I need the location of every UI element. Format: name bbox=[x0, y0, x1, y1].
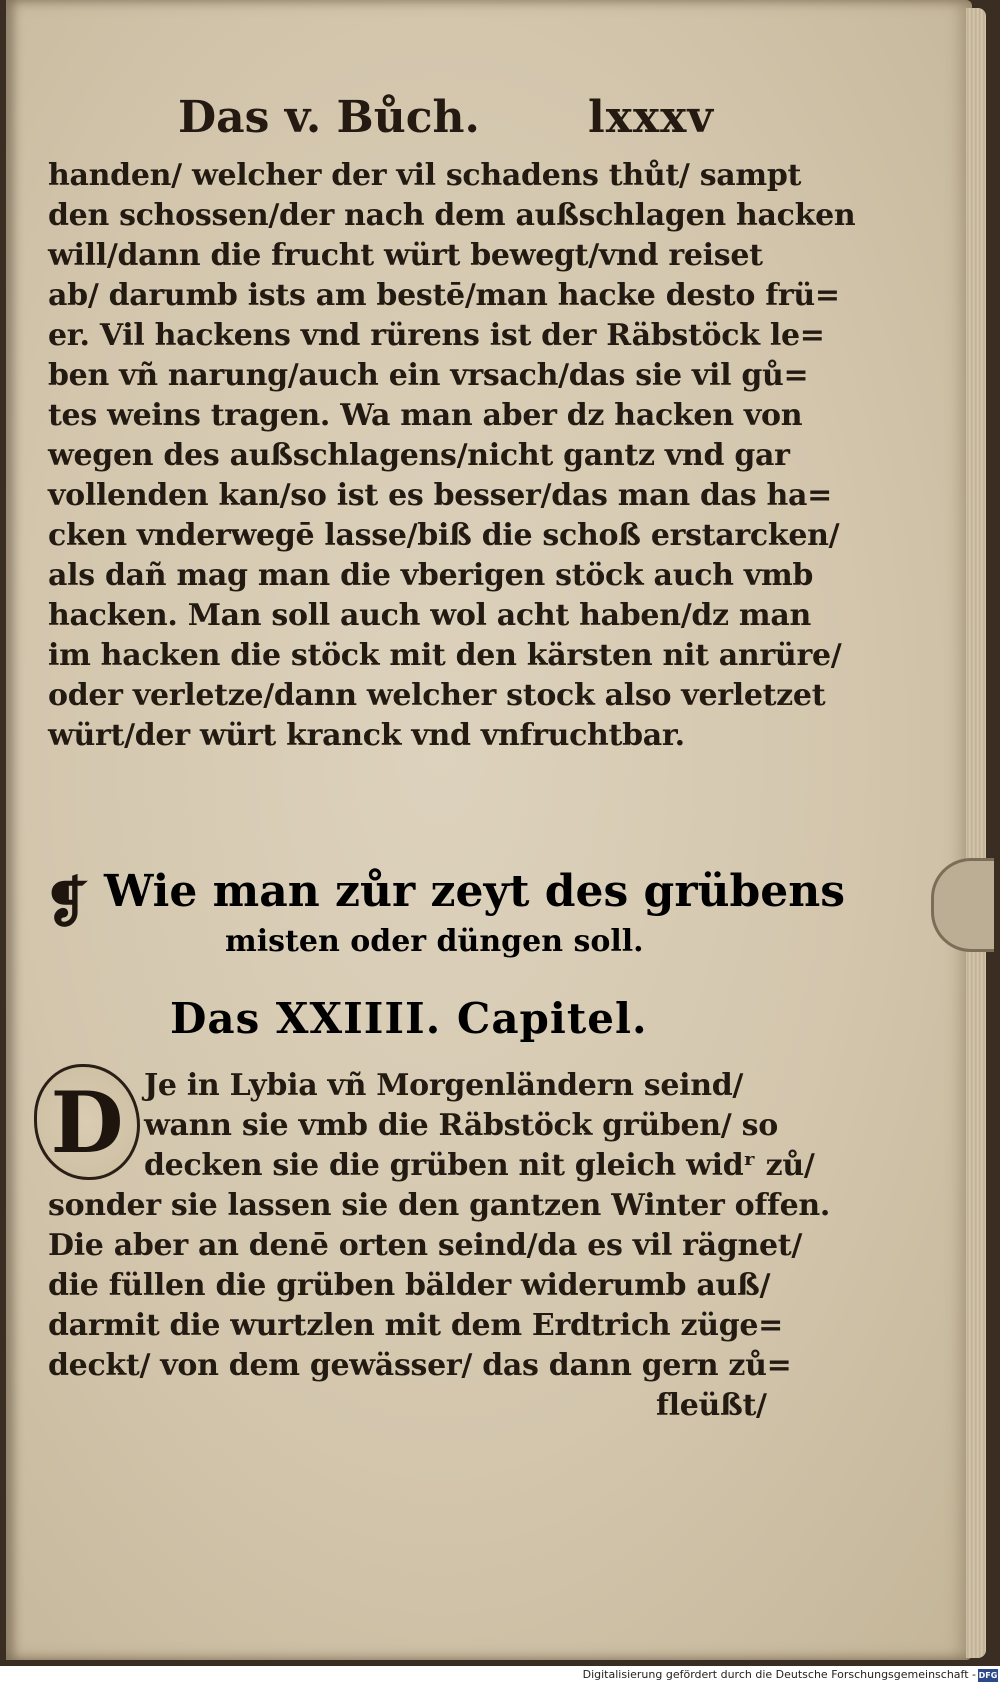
page-edges bbox=[966, 8, 986, 1658]
text-line: oder verletze/dann welcher stock also verletzet bbox=[48, 678, 826, 713]
text-line: Die aber an denē orten seind/da es vil rägnet/ bbox=[48, 1228, 803, 1263]
text-line: die füllen die grüben bälder widerumb auß/ bbox=[48, 1268, 771, 1303]
text-line: handen/ welcher der vil schadens thůt/ sampt bbox=[48, 158, 802, 193]
pilcrow-icon: ❡ bbox=[44, 870, 90, 934]
running-head-title: Das v. Bůch. bbox=[178, 92, 480, 143]
text-line: ab/ darumb ists am bestē/man hacke desto frü= bbox=[48, 278, 840, 313]
text-line: würt/der würt kranck vnd vnfruchtbar. bbox=[48, 718, 685, 753]
text-line: will/dann die frucht würt bewegt/vnd reiset bbox=[48, 238, 763, 273]
text-line: sonder sie lassen sie den gantzen Winter offen. bbox=[48, 1188, 831, 1223]
running-head bbox=[178, 92, 798, 152]
text-line: tes weins tragen. Wa man aber dz hacken von bbox=[48, 398, 803, 433]
digitization-credit: Digitalisierung gefördert durch die Deutsche Forschungsgemeinschaft - bbox=[582, 1668, 976, 1681]
chapter-heading: Das XXIIII. Capitel. bbox=[170, 994, 648, 1043]
text-line: hacken. Man soll auch wol acht haben/dz man bbox=[48, 598, 812, 633]
drop-cap-letter: D bbox=[50, 1072, 124, 1172]
text-line: ben vñ narung/auch ein vrsach/das sie vil gů= bbox=[48, 358, 809, 393]
text-line: darmit die wurtzlen mit dem Erdtrich züge= bbox=[48, 1308, 784, 1343]
section-subtitle: misten oder düngen soll. bbox=[225, 924, 644, 959]
text-line: Je in Lybia vñ Morgenländern seind/ bbox=[144, 1068, 744, 1103]
text-line: cken vnderwegē lasse/biß die schoß erstarcken/ bbox=[48, 518, 840, 553]
catchword: fleüßt/ bbox=[656, 1388, 767, 1423]
text-line: als dañ mag man die vberigen stöck auch vmb bbox=[48, 558, 814, 593]
text-line: deckt/ von dem gewässer/ das dann gern zů= bbox=[48, 1348, 792, 1383]
dfg-logo: DFG bbox=[978, 1671, 998, 1680]
folio-number: lxxxv bbox=[588, 92, 714, 143]
book-clasp bbox=[931, 858, 994, 952]
text-line: wegen des außschlagens/nicht gantz vnd gar bbox=[48, 438, 790, 473]
section-title: Wie man zůr zeyt des grübens bbox=[104, 866, 846, 917]
text-line: er. Vil hackens vnd rürens ist der Räbstöck le= bbox=[48, 318, 825, 353]
text-line: decken sie die grüben nit gleich widʳ zů/ bbox=[144, 1148, 815, 1183]
text-line: den schossen/der nach dem außschlagen hacken bbox=[48, 198, 856, 233]
text-line: wann sie vmb die Räbstöck grüben/ so bbox=[144, 1108, 778, 1143]
text-line: im hacken die stöck mit den kärsten nit anrüre/ bbox=[48, 638, 842, 673]
text-line: vollenden kan/so ist es besser/das man das ha= bbox=[48, 478, 833, 513]
